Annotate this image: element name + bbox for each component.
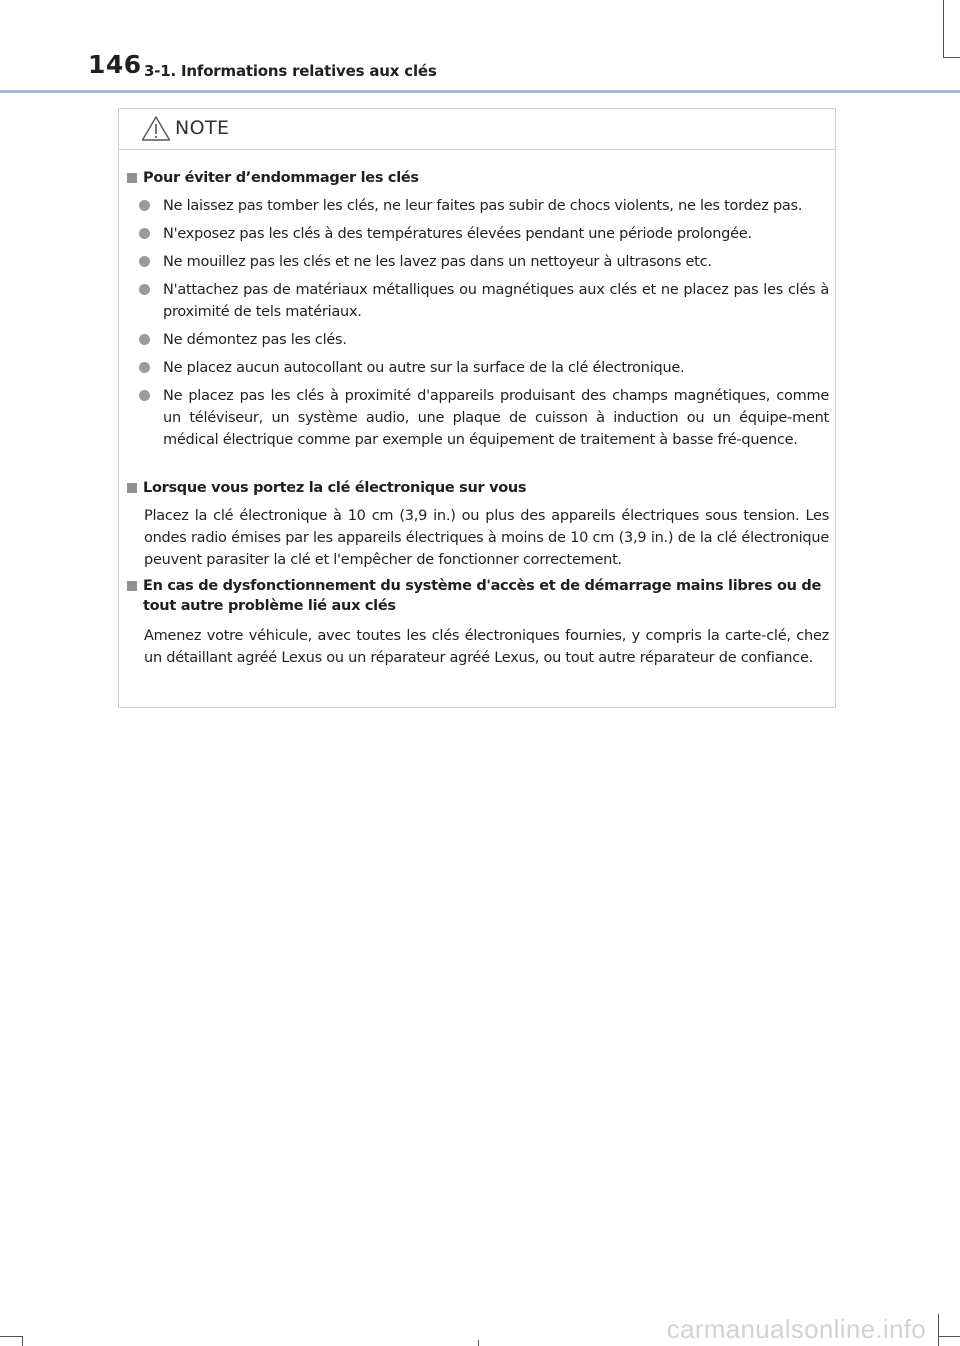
paragraph: Amenez votre véhicule, avec toutes les clés électroniques fournies, y compris la carte-clé, chez un détaillant agréé Lexus ou un réparateur agréé Lexus, ou tout autre réparateur de confiance. (144, 628, 829, 666)
list-item: Ne démontez pas les clés. (139, 329, 829, 351)
page-number: 146 (88, 50, 142, 79)
warning-triangle-icon (141, 115, 171, 142)
list-item: N'attachez pas de matériaux métalliques ou magnétiques aux clés et ne placez pas les clés à proximité de tels matériaux. (139, 279, 829, 323)
paragraph: Placez la clé électronique à 10 cm (3,9 in.) ou plus des appareils électriques sous tension. Les ondes radio émises par les appareils électriques à moins de 10 cm (3,9 in.) de la clé électronique peuvent parasiter la clé et l'empêcher de fonctionner correctement. (144, 508, 829, 568)
bullet-dot-icon (139, 284, 150, 295)
square-bullet-icon (127, 483, 137, 493)
square-bullet-icon (127, 581, 137, 591)
page-header (0, 0, 960, 96)
crop-mark (0, 1336, 22, 1337)
crop-mark (478, 1340, 479, 1346)
section-heading: Lorsque vous portez la clé électronique sur vous (127, 478, 829, 498)
note-header (119, 109, 835, 150)
crop-mark (938, 1314, 939, 1346)
section-title: 3-1. Informations relatives aux clés (144, 62, 437, 80)
note-label: NOTE (175, 117, 230, 139)
list-item: Ne laissez pas tomber les clés, ne leur faites pas subir de chocs violents, ne les tordez pas. (139, 195, 829, 217)
list-item: Ne mouillez pas les clés et ne les lavez pas dans un nettoyeur à ultrasons etc. (139, 251, 829, 273)
crop-mark (943, 0, 944, 58)
list-item: Ne placez pas les clés à proximité d'appareils produisant des champs magnétiques, comme un téléviseur, un système audio, une plaque de cuisson à induction ou un équipe-ment médical électrique comme par exemple un équipement de traitement à basse fré-quence. (139, 385, 829, 451)
bullet-dot-icon (139, 256, 150, 267)
header-rule (0, 90, 960, 93)
crop-mark (22, 1336, 23, 1346)
crop-mark (938, 1336, 960, 1337)
watermark: carmanualsonline.info (666, 1314, 926, 1344)
square-bullet-icon (127, 173, 137, 183)
list-item: Ne placez aucun autocollant ou autre sur la surface de la clé électronique. (139, 357, 829, 379)
bullet-dot-icon (139, 200, 150, 211)
bullet-dot-icon (139, 390, 150, 401)
section-heading: En cas de dysfonctionnement du système d'accès et de démarrage mains libres ou de tout autre problème lié aux clés (127, 576, 829, 616)
list-item: N'exposez pas les clés à des températures élevées pendant une période prolongée. (139, 223, 829, 245)
section-heading: Pour éviter d’endommager les clés (127, 168, 829, 188)
bullet-dot-icon (139, 362, 150, 373)
note-box (118, 108, 836, 708)
crop-mark (943, 57, 960, 58)
bullet-dot-icon (139, 334, 150, 345)
bullet-dot-icon (139, 228, 150, 239)
